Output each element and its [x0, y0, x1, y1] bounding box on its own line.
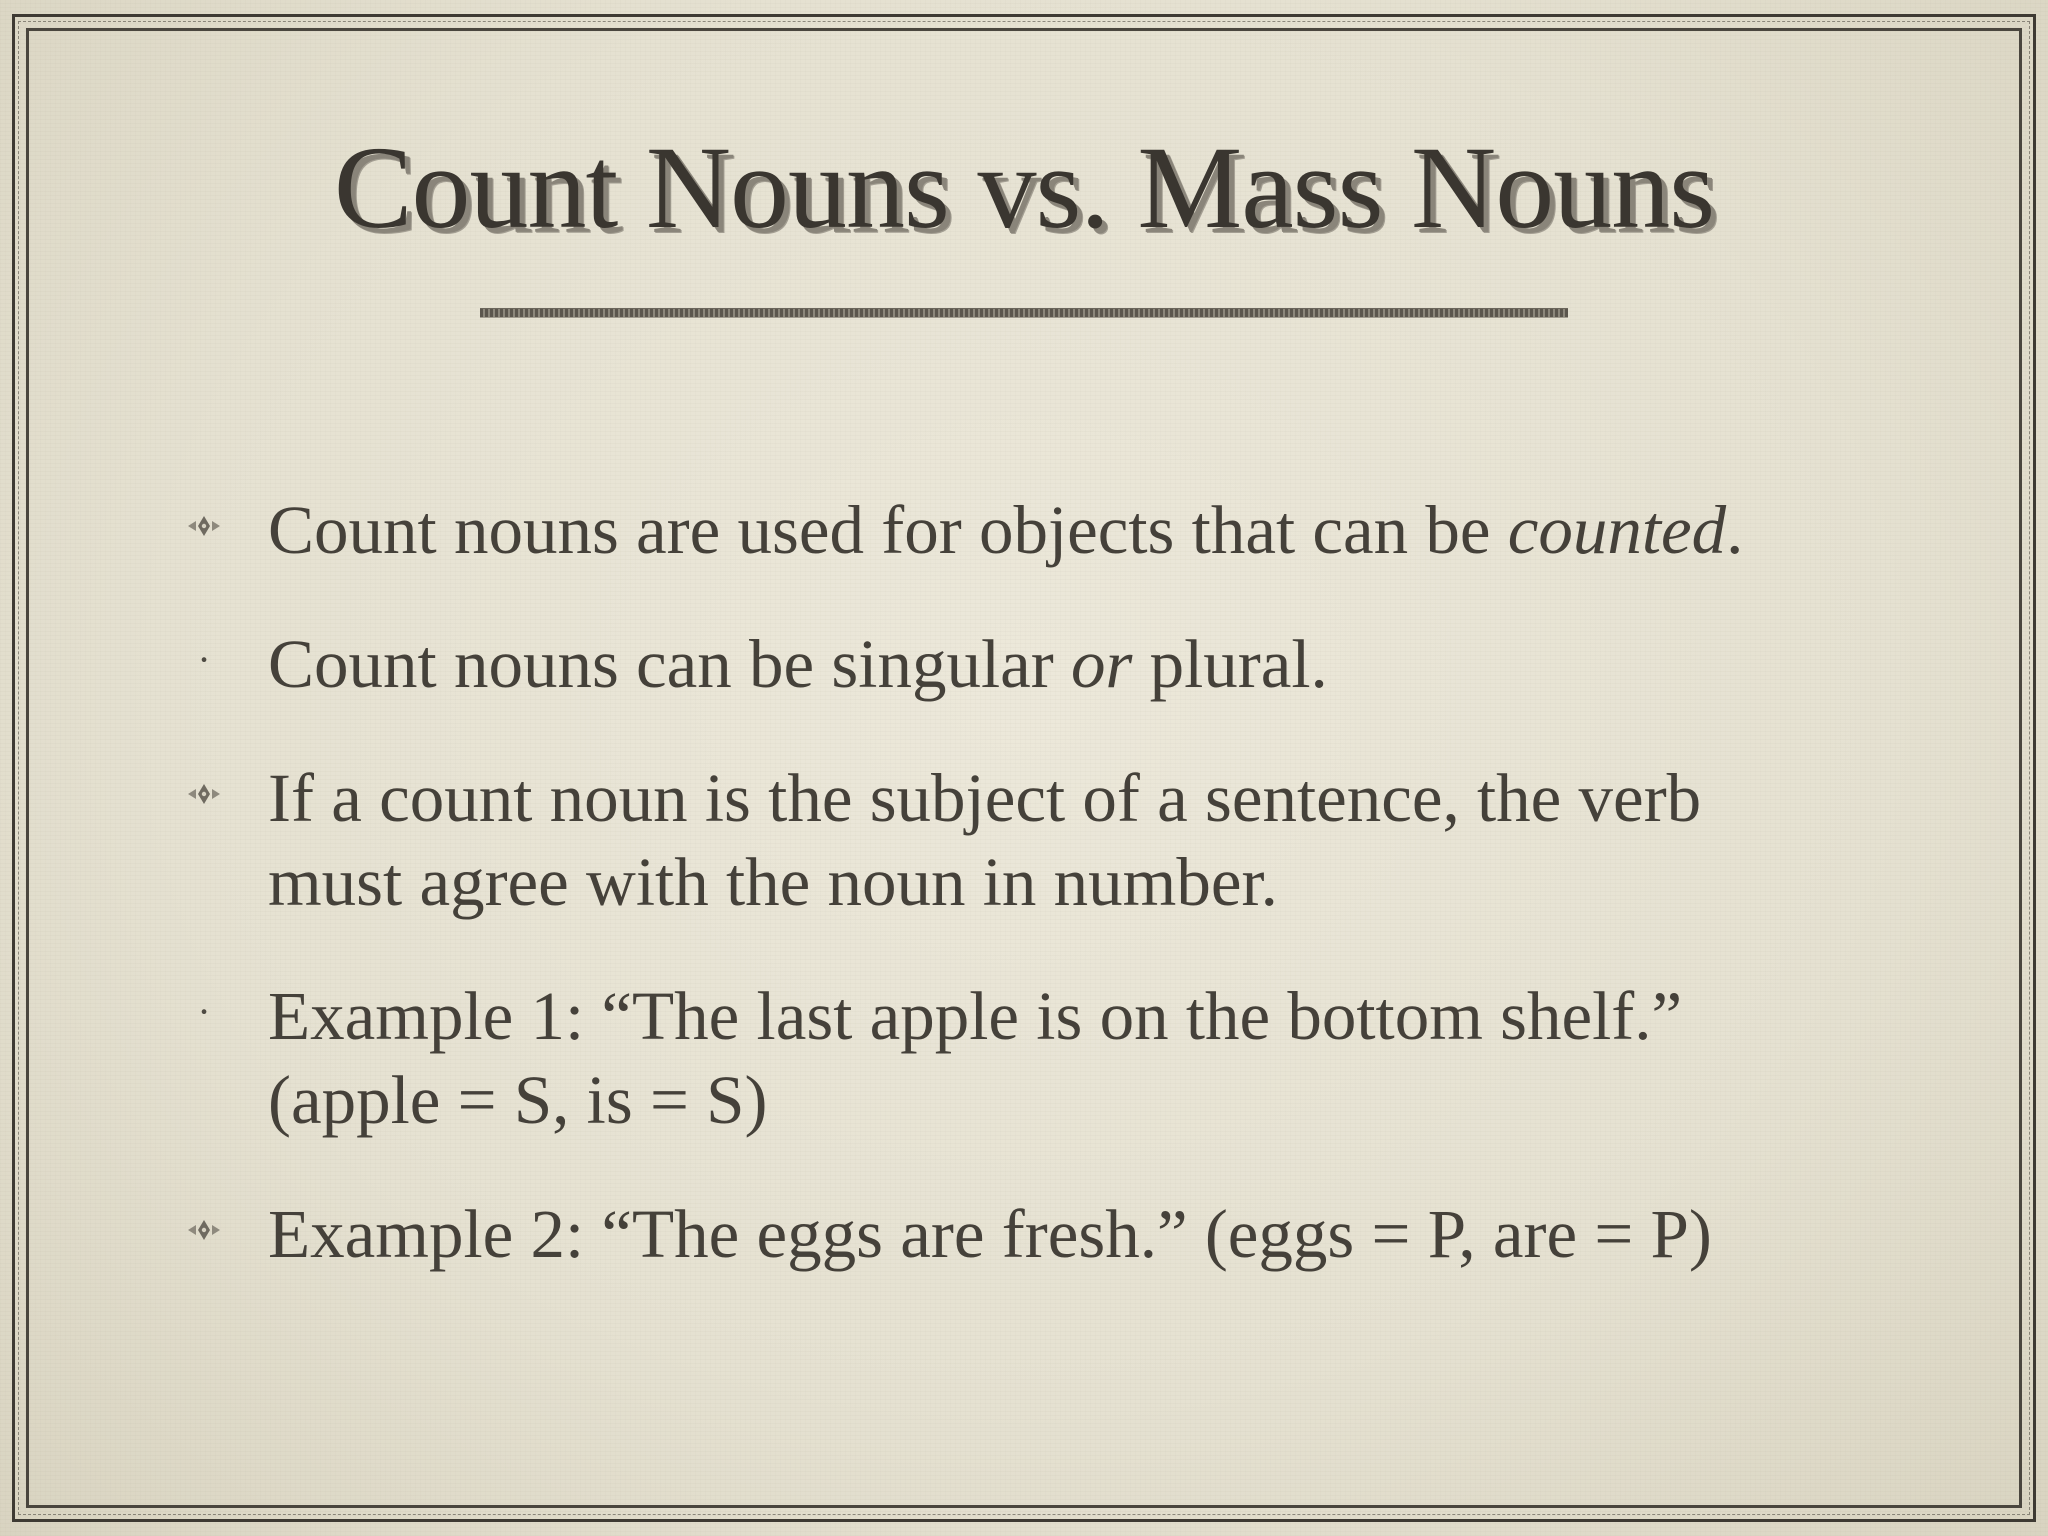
bullet-line: (apple = S, is = S)	[268, 1062, 768, 1138]
bullet-text	[268, 756, 1828, 924]
diamond-bullet-icon	[176, 514, 232, 544]
bullet-text	[268, 974, 1828, 1142]
bullet-line: Example 1: “The last apple is on the bottom shelf.”	[268, 978, 1683, 1054]
bullet-line: must agree with the noun in number.	[268, 844, 1278, 920]
bullet-line: Count nouns are used for objects that can be counted.	[268, 492, 1744, 568]
title-divider	[480, 308, 1568, 318]
bullet-line: Example 2: “The eggs are fresh.” (eggs = P, are = P)	[268, 1196, 1712, 1272]
bullet-text	[268, 622, 1828, 706]
bullet-line: Count nouns can be singular or plural.	[268, 626, 1328, 702]
bullet-text	[268, 1192, 1828, 1276]
bullet-line: If a count noun is the subject of a sentence, the verb	[268, 760, 1702, 836]
diamond-bullet-icon	[176, 782, 232, 812]
bullet-text	[268, 488, 1828, 572]
dot-bullet-icon: ·	[197, 637, 211, 682]
slide-title: Count Nouns vs. Mass Nouns	[333, 122, 1715, 253]
dot-bullet-icon: ·	[197, 989, 211, 1034]
diamond-bullet-icon	[176, 1218, 232, 1248]
